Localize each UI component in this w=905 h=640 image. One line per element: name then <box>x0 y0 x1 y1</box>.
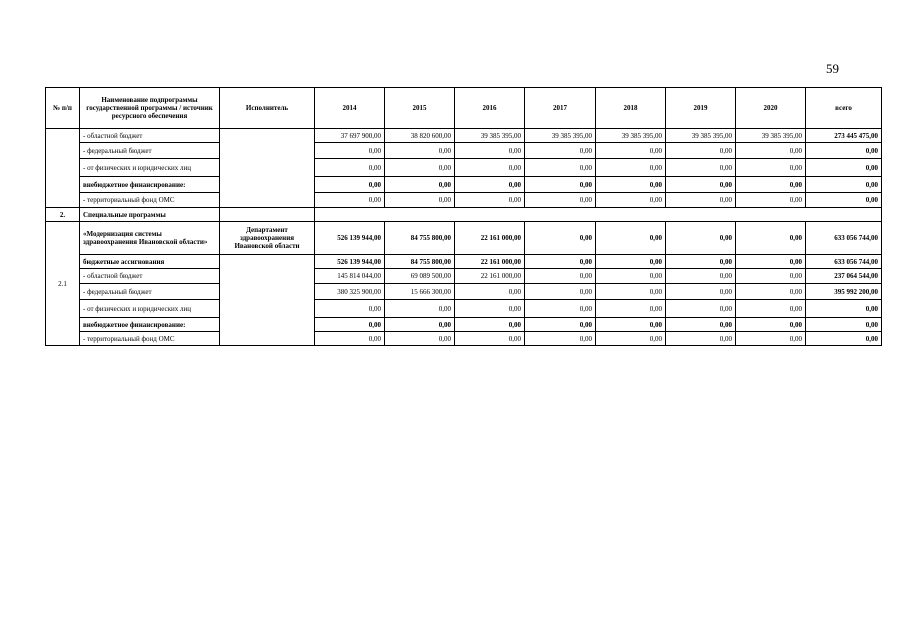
section-num: 2. <box>46 208 80 222</box>
value-cell: 0,00 <box>596 193 666 208</box>
total-cell: 0,00 <box>806 193 882 208</box>
value-cell: 39 385 395,00 <box>525 129 596 143</box>
value-cell: 84 755 800,00 <box>385 255 455 269</box>
total-cell: 0,00 <box>806 318 882 332</box>
value-cell: 37 697 900,00 <box>315 129 385 143</box>
total-cell: 395 992 200,00 <box>806 284 882 300</box>
value-cell: 39 385 395,00 <box>736 129 806 143</box>
table-row <box>46 332 882 346</box>
value-cell: 145 814 044,00 <box>315 269 385 284</box>
header-num: № п/п <box>46 88 80 129</box>
total-cell: 0,00 <box>806 332 882 346</box>
table-row <box>46 255 882 269</box>
value-cell: 0,00 <box>666 159 736 177</box>
value-cell: 0,00 <box>596 177 666 193</box>
value-cell: 0,00 <box>385 143 455 159</box>
value-cell: 0,00 <box>736 269 806 284</box>
table-row <box>46 129 882 143</box>
value-cell: 526 139 944,00 <box>315 222 385 255</box>
value-cell: 0,00 <box>666 332 736 346</box>
row-name: - областной бюджет <box>80 129 220 143</box>
row-name: - от физических и юридических лиц <box>80 300 220 318</box>
value-cell: 0,00 <box>736 177 806 193</box>
value-cell: 22 161 000,00 <box>455 269 525 284</box>
total-cell: 237 064 544,00 <box>806 269 882 284</box>
header-year: 2018 <box>596 88 666 129</box>
table-row <box>46 143 882 159</box>
value-cell: 0,00 <box>666 318 736 332</box>
section-num: 2.1 <box>46 222 80 346</box>
row-name: - территориальный фонд ОМС <box>80 332 220 346</box>
value-cell: 0,00 <box>385 193 455 208</box>
value-cell: 0,00 <box>666 177 736 193</box>
total-cell: 0,00 <box>806 177 882 193</box>
value-cell: 0,00 <box>525 222 596 255</box>
value-cell: 39 385 395,00 <box>596 129 666 143</box>
value-cell: 0,00 <box>315 143 385 159</box>
value-cell: 0,00 <box>525 193 596 208</box>
value-cell: 0,00 <box>525 300 596 318</box>
total-cell: 0,00 <box>806 159 882 177</box>
value-cell: 0,00 <box>666 284 736 300</box>
value-cell: 0,00 <box>455 159 525 177</box>
value-cell: 0,00 <box>596 143 666 159</box>
value-cell: 0,00 <box>315 159 385 177</box>
value-cell: 0,00 <box>315 300 385 318</box>
value-cell: 0,00 <box>315 177 385 193</box>
header-executor: Исполнитель <box>220 88 315 129</box>
table-row <box>46 300 882 318</box>
value-cell: 0,00 <box>525 284 596 300</box>
total-cell: 633 056 744,00 <box>806 222 882 255</box>
value-cell: 0,00 <box>736 318 806 332</box>
value-cell: 0,00 <box>736 332 806 346</box>
empty-cell <box>315 208 882 222</box>
value-cell: 0,00 <box>385 318 455 332</box>
value-cell: 39 385 395,00 <box>455 129 525 143</box>
value-cell: 0,00 <box>596 222 666 255</box>
value-cell: 0,00 <box>525 255 596 269</box>
value-cell: 0,00 <box>385 177 455 193</box>
header-year: 2016 <box>455 88 525 129</box>
value-cell: 0,00 <box>455 332 525 346</box>
value-cell: 0,00 <box>596 318 666 332</box>
value-cell: 0,00 <box>455 193 525 208</box>
executor-cell-empty <box>220 255 315 346</box>
value-cell: 0,00 <box>736 300 806 318</box>
value-cell: 38 820 600,00 <box>385 129 455 143</box>
value-cell: 526 139 944,00 <box>315 255 385 269</box>
row-name: - областной бюджет <box>80 269 220 284</box>
program-row <box>46 222 882 255</box>
value-cell: 0,00 <box>315 193 385 208</box>
value-cell: 69 089 500,00 <box>385 269 455 284</box>
row-name: внебюджетное финансирование: <box>80 177 220 193</box>
value-cell: 0,00 <box>315 318 385 332</box>
table-row <box>46 318 882 332</box>
value-cell: 380 325 900,00 <box>315 284 385 300</box>
table-row <box>46 159 882 177</box>
value-cell: 22 161 000,00 <box>455 222 525 255</box>
header-year: 2014 <box>315 88 385 129</box>
value-cell: 0,00 <box>736 143 806 159</box>
value-cell: 0,00 <box>455 300 525 318</box>
value-cell: 0,00 <box>385 332 455 346</box>
value-cell: 0,00 <box>666 193 736 208</box>
value-cell: 0,00 <box>596 255 666 269</box>
value-cell: 0,00 <box>385 300 455 318</box>
value-cell: 0,00 <box>596 284 666 300</box>
value-cell: 0,00 <box>455 143 525 159</box>
value-cell: 0,00 <box>666 255 736 269</box>
row-name: - федеральный бюджет <box>80 143 220 159</box>
header-name: Наименование подпрограммы государственной программы / источник ресурсного обеспечения <box>80 88 220 129</box>
header-year: 2017 <box>525 88 596 129</box>
table-row <box>46 269 882 284</box>
total-cell: 273 445 475,00 <box>806 129 882 143</box>
value-cell: 0,00 <box>666 143 736 159</box>
row-name: внебюджетное финансирование: <box>80 318 220 332</box>
header-total: всего <box>806 88 882 129</box>
value-cell: 0,00 <box>736 159 806 177</box>
section-title: Специальные программы <box>80 208 220 222</box>
page-number: 59 <box>826 61 839 76</box>
program-name: «Модернизация системы здравоохранения Ивановской области» <box>80 222 220 255</box>
value-cell: 39 385 395,00 <box>666 129 736 143</box>
total-cell: 0,00 <box>806 300 882 318</box>
row-name: - федеральный бюджет <box>80 284 220 300</box>
value-cell: 0,00 <box>525 159 596 177</box>
total-cell: 633 056 744,00 <box>806 255 882 269</box>
value-cell: 0,00 <box>666 222 736 255</box>
row-name: бюджетные ассигнования <box>80 255 220 269</box>
header-row <box>46 88 882 129</box>
value-cell: 0,00 <box>315 332 385 346</box>
value-cell: 15 666 300,00 <box>385 284 455 300</box>
value-cell: 0,00 <box>596 159 666 177</box>
value-cell: 0,00 <box>736 255 806 269</box>
section-row <box>46 208 882 222</box>
empty-cell <box>220 208 315 222</box>
program-executor: Департамент здравоохранения Ивановской области <box>220 222 315 255</box>
executor-cell-empty <box>220 129 315 208</box>
table-row <box>46 177 882 193</box>
value-cell: 22 161 000,00 <box>455 255 525 269</box>
value-cell: 0,00 <box>736 193 806 208</box>
budget-table <box>45 87 882 346</box>
table-row <box>46 284 882 300</box>
value-cell: 0,00 <box>596 300 666 318</box>
value-cell: 0,00 <box>525 177 596 193</box>
num-cell-empty <box>46 129 80 208</box>
header-year: 2019 <box>666 88 736 129</box>
value-cell: 0,00 <box>455 177 525 193</box>
value-cell: 0,00 <box>736 222 806 255</box>
header-year: 2015 <box>385 88 455 129</box>
value-cell: 0,00 <box>455 284 525 300</box>
value-cell: 84 755 800,00 <box>385 222 455 255</box>
value-cell: 0,00 <box>596 269 666 284</box>
header-year: 2020 <box>736 88 806 129</box>
table-row <box>46 193 882 208</box>
value-cell: 0,00 <box>525 332 596 346</box>
value-cell: 0,00 <box>525 318 596 332</box>
total-cell: 0,00 <box>806 143 882 159</box>
value-cell: 0,00 <box>666 269 736 284</box>
value-cell: 0,00 <box>525 143 596 159</box>
row-name: - территориальный фонд ОМС <box>80 193 220 208</box>
value-cell: 0,00 <box>736 284 806 300</box>
value-cell: 0,00 <box>525 269 596 284</box>
value-cell: 0,00 <box>666 300 736 318</box>
row-name: - от физических и юридических лиц <box>80 159 220 177</box>
value-cell: 0,00 <box>385 159 455 177</box>
value-cell: 0,00 <box>596 332 666 346</box>
value-cell: 0,00 <box>455 318 525 332</box>
